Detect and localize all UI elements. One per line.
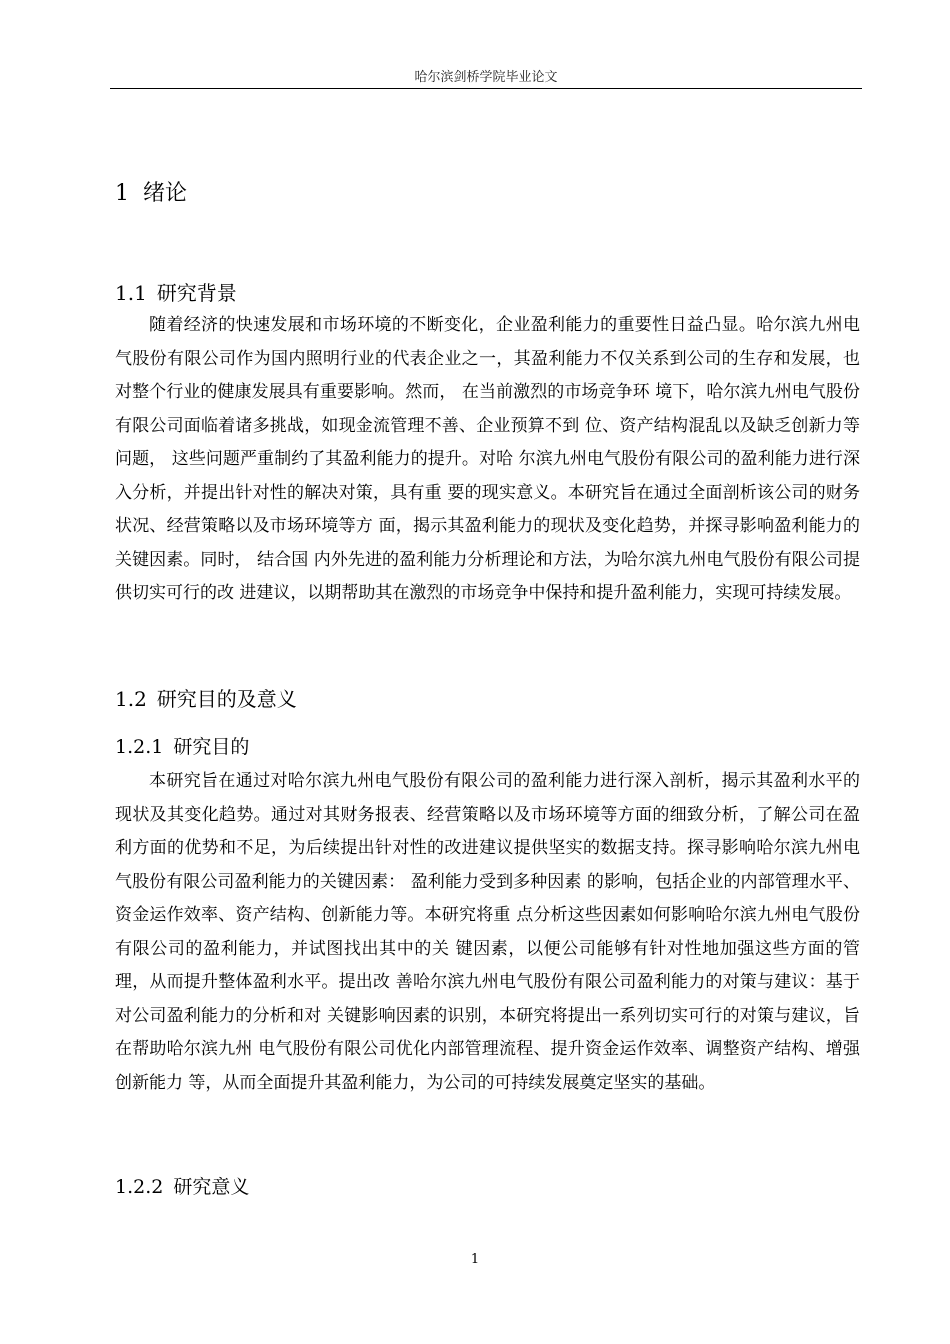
subsection-title: 研究目的 [173,736,250,758]
section-number: 1.2 [115,687,147,711]
paragraph-background: 随着经济的快速发展和市场环境的不断变化，企业盈利能力的重要性日益凸显。哈尔滨九州电气股份有限公司作为国内照明行业的代表企业之一，其盈利能力不仅关系到公司的生存和发展，也对整个行业的健康发展具有重要影响。然而， 在当前激烈的市场竞争环 境下，哈尔滨九州电气股份有限公司面临着诸多挑战，如现金流管理不善、企业预算不到 位、资产结构混乱以及缺乏创新力等问题， 这些问题严重制约了其盈利能力的提升。对哈 尔滨九州电气股份有限公司的盈利能力进行深入分析，并提出针对性的解决对策，具有重 要的现实意义。本研究旨在通过全面剖析该公司的财务状况、经营策略以及市场环境等方 面，揭示其盈利能力的现状及变化趋势，并探寻影响盈利能力的关键因素。同时， 结合国 内外先进的盈利能力分析理论和方法，为哈尔滨九州电气股份有限公司提供切实可行的改 进建议，以期帮助其在激烈的市场竞争中保持和提升盈利能力，实现可持续发展。 [115,315,860,603]
section-number: 1.1 [115,281,147,305]
paragraph-purpose: 本研究旨在通过对哈尔滨九州电气股份有限公司的盈利能力进行深入剖析，揭示其盈利水平的现状及其变化趋势。通过对其财务报表、经营策略以及市场环境等方面的细致分析，了解公司在盈利方面的优势和不足，为后续提出针对性的改进建议提供坚实的数据支持。探寻影响哈尔滨九州电气股份有限公司盈利能力的关键因素： 盈利能力受到多种因素 的影响，包括企业的内部管理水平、资金运作效率、资产结构、创新能力等。本研究将重 点分析这些因素如何影响哈尔滨九州电气股份有限公司的盈利能力，并试图找出其中的关 键因素，以便公司能够有针对性地加强这些方面的管理，从而提升整体盈利水平。提出改 善哈尔滨九州电气股份有限公司盈利能力的对策与建议：基于对公司盈利能力的分析和对 关键影响因素的识别，本研究将提出一系列切实可行的对策与建议，旨在帮助哈尔滨九州 电气股份有限公司优化内部管理流程、提升资金运作效率、调整资产结构、增强创新能力 等，从而全面提升其盈利能力，为公司的可持续发展奠定坚实的基础。 [115,771,860,1093]
chapter-title: 绪论 [143,181,188,206]
section-heading-1-2 [115,683,297,712]
chapter-number: 1 [115,181,129,206]
section-title: 研究目的及意义 [156,687,297,711]
running-header: 哈尔滨剑桥学院毕业论文 [414,70,558,85]
subsection-title: 研究意义 [173,1176,250,1198]
subsection-heading-1-2-2 [115,1172,249,1199]
subsection-number: 1.2.2 [115,1176,164,1198]
chapter-heading [115,176,187,207]
header-rule [110,88,862,89]
section-heading-1-1 [115,277,237,306]
subsection-heading-1-2-1 [115,732,249,759]
subsection-number: 1.2.1 [115,736,164,758]
section-title: 研究背景 [156,281,237,305]
page-number: 1 [470,1252,480,1267]
